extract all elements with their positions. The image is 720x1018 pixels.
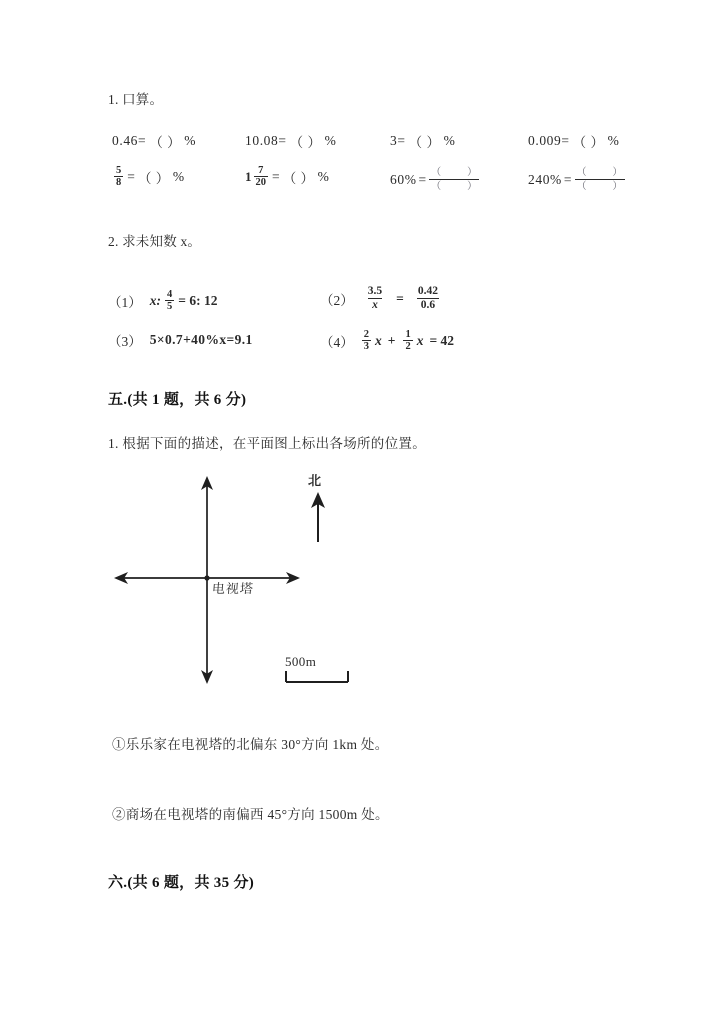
fraction-denominator: 8 — [116, 177, 122, 189]
fraction-numerator: 4 — [167, 289, 173, 300]
q1-row2-item-2 — [245, 165, 329, 188]
paren-open: （ — [576, 181, 587, 192]
q1-row1-item-3-value: 3= — [390, 133, 406, 148]
fraction-denominator: 3 — [363, 341, 369, 353]
mixed-fraction — [254, 165, 269, 188]
q1-row1-item-4 — [528, 131, 619, 151]
q2-item-1 — [108, 289, 217, 312]
q1-row1-item-1-unit: % — [184, 133, 196, 148]
fraction-numerator: 2 — [363, 329, 369, 340]
mixed-denominator: 20 — [255, 177, 266, 189]
fraction-denominator: 2 — [405, 341, 411, 353]
origin-point-tv-tower — [204, 575, 209, 580]
figure-north-label: 北 — [308, 473, 322, 488]
q2-item-3-expression: 5×0.7+40%x=9.1 — [149, 332, 253, 347]
q1-row1-item-2-unit: % — [324, 133, 336, 148]
paren-close: ） — [467, 181, 478, 192]
north-arrow — [311, 492, 325, 542]
q1-row2-item-2-blank[interactable]: （ ） — [282, 170, 315, 186]
q2-item-4-tail: = 42 — [429, 332, 455, 348]
q1-row2-item-1-equals: = — [127, 168, 135, 184]
fraction-numerator: 5 — [116, 165, 122, 176]
q2-item-1-lead: x: — [149, 292, 161, 308]
q1-row2-item-4-blank-fraction[interactable] — [575, 167, 625, 192]
q2-item-4-var-2: x — [416, 332, 424, 348]
fraction-numerator: 1 — [405, 329, 411, 340]
q1-row1-item-1-blank[interactable]: （ ） — [149, 135, 182, 150]
blank-fraction-top[interactable] — [429, 167, 479, 180]
plan-map-figure — [100, 462, 380, 697]
q1-row1-item-4-unit: % — [607, 133, 619, 148]
q1-row1-item-1 — [112, 131, 196, 151]
paren-close: ） — [467, 167, 478, 178]
paren-close: ） — [612, 167, 623, 178]
q1-row2-item-2-unit: % — [317, 168, 329, 184]
mixed-number-1-7-20 — [245, 165, 270, 188]
fraction-denominator: x — [368, 298, 382, 312]
q1-row2-item-1-unit: % — [172, 168, 185, 184]
q1-row2-item-4-value: 240% — [528, 171, 562, 187]
q2-item-1-number: （1） — [108, 294, 142, 310]
q1-row1-item-2-value: 10.08= — [245, 133, 287, 148]
fraction-left — [364, 285, 386, 312]
mixed-whole: 1 — [245, 168, 252, 184]
section-five-description-2: ②商场在电视塔的南偏西 45°方向 1500m 处。 — [112, 807, 389, 822]
blank-fraction-top[interactable] — [575, 167, 625, 180]
q1-row1-item-2-blank[interactable]: （ ） — [289, 135, 322, 150]
fraction-5-8 — [114, 165, 123, 188]
q2-item-2 — [320, 285, 446, 312]
q1-row1-item-2 — [245, 131, 336, 151]
section-five-question-label: 1. 根据下面的描述，在平面图上标出各场所的位置。 — [108, 436, 426, 451]
fraction-1-2 — [403, 329, 412, 352]
q2-item-2-equals: = — [396, 290, 404, 306]
paren-open: （ — [431, 181, 442, 192]
fraction-denominator: 0.6 — [417, 298, 439, 312]
q1-row1-item-1-value: 0.46= — [112, 133, 147, 148]
paren-open: （ — [576, 167, 587, 178]
paren-close: ） — [612, 181, 623, 192]
fraction-4-5 — [165, 289, 174, 312]
q1-row2-item-1-blank[interactable]: （ ） — [137, 170, 170, 186]
q1-row2-item-1 — [112, 165, 184, 188]
paren-open: （ — [431, 167, 442, 178]
q1-row1-item-3-unit: % — [443, 133, 455, 148]
q2-item-3-number: （3） — [108, 334, 142, 349]
fraction-numerator: 3.5 — [367, 285, 383, 297]
q1-row2-item-4 — [528, 167, 625, 192]
fraction-numerator: 0.42 — [417, 285, 438, 297]
q2-item-2-number: （2） — [320, 292, 354, 308]
q1-row1-item-4-blank[interactable]: （ ） — [572, 135, 605, 150]
q2-item-1-tail: = 6: 12 — [178, 292, 218, 308]
mixed-numerator: 7 — [258, 165, 264, 176]
scale-bar — [286, 671, 348, 682]
q2-item-4-var-1: x — [375, 332, 382, 348]
blank-fraction-bottom[interactable] — [575, 180, 625, 192]
q1-row1-item-4-value: 0.009= — [528, 133, 570, 148]
q2-item-4 — [320, 329, 454, 352]
q1-row2-item-4-equals: = — [563, 171, 572, 187]
question-1-label: 1. 口算。 — [108, 92, 164, 107]
q1-row2-item-3-value: 60% — [390, 171, 417, 187]
question-2-label: 2. 求未知数 x。 — [108, 234, 202, 249]
q1-row2-item-3 — [390, 167, 479, 192]
fraction-right — [414, 285, 442, 312]
section-five-heading: 五.(共 1 题，共 6 分) — [108, 392, 247, 408]
q2-item-4-plus: + — [387, 332, 396, 348]
q1-row2-item-3-blank-fraction[interactable] — [429, 167, 479, 192]
q1-row2-item-3-equals: = — [418, 171, 427, 187]
blank-fraction-bottom[interactable] — [429, 180, 479, 192]
figure-origin-label-tv-tower: 电视塔 — [211, 581, 255, 596]
fraction-denominator: 5 — [167, 301, 173, 313]
section-six-heading: 六.(共 6 题，共 35 分) — [108, 875, 255, 891]
q1-row1-item-3 — [390, 131, 455, 151]
q1-row1-item-3-blank[interactable]: （ ） — [408, 135, 441, 150]
figure-scale-label: 500m — [285, 654, 317, 669]
q2-item-3 — [108, 330, 253, 350]
q2-item-4-number: （4） — [320, 334, 354, 350]
fraction-2-3 — [362, 329, 371, 352]
q1-row2-item-2-equals: = — [272, 168, 280, 184]
section-five-description-1: ①乐乐家在电视塔的北偏东 30°方向 1km 处。 — [112, 737, 389, 752]
